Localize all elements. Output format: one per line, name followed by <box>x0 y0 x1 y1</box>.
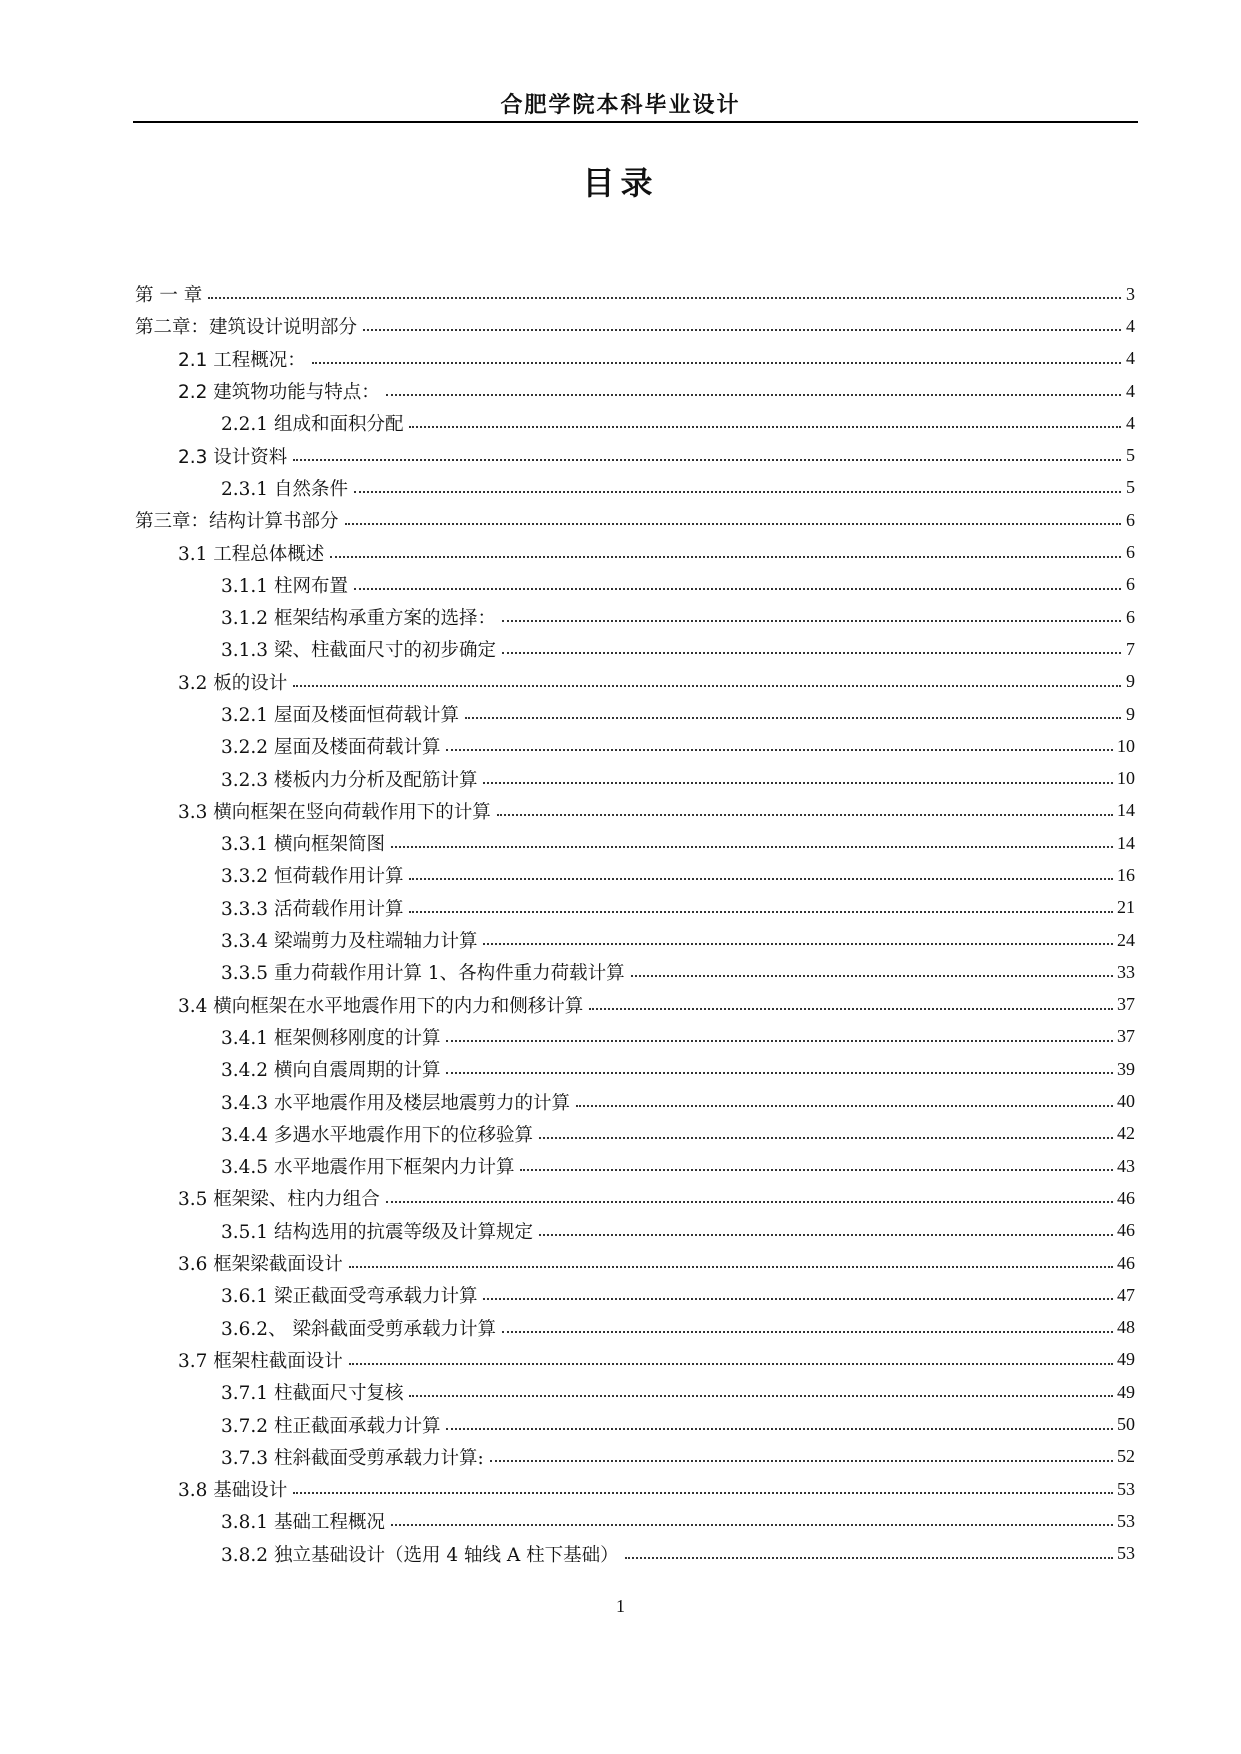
toc-entry[interactable] <box>135 278 1135 310</box>
toc-dot-leader <box>345 523 1121 525</box>
toc-entry[interactable] <box>135 1505 1135 1537</box>
toc-entry-label: 3.5.1 结构选用的抗震等级及计算规定 <box>221 1221 533 1243</box>
toc-entry[interactable] <box>135 1215 1135 1247</box>
toc-entry[interactable] <box>135 536 1135 568</box>
toc-entry-page: 47 <box>1117 1284 1135 1305</box>
toc-entry-label: 2.3.1 自然条件 <box>221 478 348 500</box>
toc-entry-label: 3.6.1 梁正截面受弯承载力计算 <box>221 1286 478 1308</box>
toc-entry-page: 50 <box>1117 1414 1135 1435</box>
toc-dot-leader <box>349 1266 1113 1268</box>
toc-dot-leader <box>539 1137 1113 1139</box>
toc-entry[interactable] <box>135 1441 1135 1473</box>
toc-entry[interactable] <box>135 956 1135 988</box>
toc-entry-label: 第三章：结构计算书部分 <box>135 511 339 533</box>
toc-entry-page: 6 <box>1126 509 1135 530</box>
toc-dot-leader <box>483 943 1113 945</box>
toc-entry[interactable] <box>135 1473 1135 1505</box>
toc-dot-leader <box>293 459 1121 461</box>
toc-entry-label: 第二章：建筑设计说明部分 <box>135 317 358 339</box>
toc-entry-label: 3.2.3 楼板内力分析及配筋计算 <box>221 769 478 791</box>
toc-entry[interactable] <box>135 343 1135 375</box>
toc-dot-leader <box>490 1460 1113 1462</box>
toc-dot-leader <box>363 329 1121 331</box>
toc-entry[interactable] <box>135 1053 1135 1085</box>
toc-entry-page: 6 <box>1126 542 1135 563</box>
toc-entry-page: 4 <box>1126 380 1135 401</box>
toc-entry[interactable] <box>135 472 1135 504</box>
toc-entry[interactable] <box>135 1279 1135 1311</box>
toc-entry[interactable] <box>135 859 1135 891</box>
toc-dot-leader <box>391 846 1113 848</box>
toc-entry-page: 14 <box>1117 800 1135 821</box>
toc-entry-page: 24 <box>1117 929 1135 950</box>
toc-entry-label: 3.7 框架柱截面设计 <box>178 1350 343 1372</box>
toc-entry[interactable] <box>135 375 1135 407</box>
toc-dot-leader <box>589 1008 1113 1010</box>
toc-entry-page: 4 <box>1126 315 1135 336</box>
toc-dot-leader <box>539 1234 1113 1236</box>
toc-dot-leader <box>208 297 1121 299</box>
toc-entry-page: 48 <box>1117 1317 1135 1338</box>
page-number: 1 <box>616 1596 625 1616</box>
toc-entry-page: 53 <box>1117 1510 1135 1531</box>
toc-dot-leader <box>391 1524 1113 1526</box>
toc-entry[interactable] <box>135 989 1135 1021</box>
toc-entry-label: 3.6 框架梁截面设计 <box>178 1254 343 1276</box>
toc-entry[interactable] <box>135 1085 1135 1117</box>
toc-entry[interactable] <box>135 504 1135 536</box>
toc-dot-leader <box>446 749 1113 751</box>
toc-dot-leader <box>409 426 1121 428</box>
toc-entry-label: 3.6.2、 梁斜截面受剪承载力计算 <box>221 1318 496 1340</box>
toc-dot-leader <box>446 1072 1113 1074</box>
toc-entry-label: 3.1.2 框架结构承重方案的选择： <box>221 608 496 630</box>
toc-entry[interactable] <box>135 1182 1135 1214</box>
toc-dot-leader <box>446 1040 1113 1042</box>
toc-entry[interactable] <box>135 407 1135 439</box>
toc-entry[interactable] <box>135 1408 1135 1440</box>
table-of-contents <box>135 278 1135 1570</box>
toc-entry[interactable] <box>135 1376 1135 1408</box>
toc-dot-leader <box>465 717 1121 719</box>
toc-entry-label: 3.4.1 框架侧移刚度的计算 <box>221 1027 441 1049</box>
toc-entry-page: 53 <box>1117 1543 1135 1564</box>
toc-entry-label: 第 一 章 <box>135 285 203 307</box>
toc-entry-label: 3.5 框架梁、柱内力组合 <box>178 1189 380 1211</box>
toc-entry-label: 2.2.1 组成和面积分配 <box>221 414 404 436</box>
toc-entry[interactable] <box>135 762 1135 794</box>
toc-entry-label: 3.2.1 屋面及楼面恒荷载计算 <box>221 705 459 726</box>
toc-entry[interactable] <box>135 827 1135 859</box>
page-header-title: 合肥学院本科毕业设计 <box>500 93 741 118</box>
toc-entry-label: 3.2 板的设计 <box>178 672 288 694</box>
toc-entry[interactable] <box>135 1118 1135 1150</box>
toc-dot-leader <box>312 362 1121 364</box>
toc-dot-leader <box>446 1428 1113 1430</box>
toc-entry[interactable] <box>135 924 1135 956</box>
toc-entry[interactable] <box>135 601 1135 633</box>
toc-dot-leader <box>386 1201 1113 1203</box>
toc-entry-label: 3.2.2 屋面及楼面荷载计算 <box>221 737 441 759</box>
toc-dot-leader <box>293 685 1121 687</box>
toc-entry[interactable] <box>135 1021 1135 1053</box>
toc-title: 目录 <box>582 164 659 202</box>
toc-dot-leader <box>330 556 1121 558</box>
toc-dot-leader <box>576 1105 1113 1107</box>
toc-entry-page: 37 <box>1117 994 1135 1015</box>
toc-entry-page: 10 <box>1117 768 1135 789</box>
toc-entry-page: 10 <box>1117 735 1135 756</box>
toc-entry-label: 3.4.2 横向自震周期的计算 <box>221 1060 441 1082</box>
toc-entry-page: 49 <box>1117 1381 1135 1402</box>
toc-entry-label: 2.2 建筑物功能与特点： <box>178 382 380 404</box>
toc-dot-leader <box>625 1557 1113 1559</box>
toc-entry-page: 9 <box>1126 671 1135 692</box>
toc-entry[interactable] <box>135 569 1135 601</box>
toc-dot-leader <box>409 911 1113 913</box>
toc-entry-page: 37 <box>1117 1026 1135 1047</box>
toc-entry-page: 39 <box>1117 1058 1135 1079</box>
toc-entry-page: 3 <box>1126 283 1135 304</box>
toc-entry[interactable] <box>135 1150 1135 1182</box>
toc-dot-leader <box>497 814 1113 816</box>
toc-entry-label: 3.8 基础设计 <box>178 1480 288 1502</box>
toc-entry-page: 21 <box>1117 897 1135 918</box>
toc-entry-label: 3.4.4 多遇水平地震作用下的位移验算 <box>221 1124 533 1146</box>
toc-entry-page: 43 <box>1117 1155 1135 1176</box>
toc-entry-label: 3.8.2 独立基础设计（选用 4 轴线 A 柱下基础） <box>221 1544 619 1566</box>
toc-entry-page: 14 <box>1117 832 1135 853</box>
toc-entry-label: 3.4.3 水平地震作用及楼层地震剪力的计算 <box>221 1092 570 1114</box>
toc-entry[interactable] <box>135 666 1135 698</box>
toc-entry[interactable] <box>135 892 1135 924</box>
toc-dot-leader <box>409 878 1113 880</box>
toc-entry-page: 9 <box>1126 703 1135 724</box>
toc-entry[interactable] <box>135 310 1135 342</box>
toc-dot-leader <box>502 1331 1113 1333</box>
toc-dot-leader <box>386 394 1121 396</box>
toc-entry-page: 4 <box>1126 348 1135 369</box>
toc-entry-label: 3.3.3 活荷载作用计算 <box>221 898 404 920</box>
toc-dot-leader <box>349 1363 1113 1365</box>
toc-entry-label: 3.3.1 横向框架简图 <box>221 834 385 856</box>
toc-entry-label: 3.7.2 柱正截面承载力计算 <box>221 1415 441 1437</box>
toc-entry-label: 3.3 横向框架在竖向荷载作用下的计算 <box>178 801 491 823</box>
toc-entry[interactable] <box>135 1247 1135 1279</box>
toc-dot-leader <box>520 1169 1113 1171</box>
toc-entry-page: 4 <box>1126 412 1135 433</box>
toc-dot-leader <box>483 782 1113 784</box>
toc-entry-page: 33 <box>1117 961 1135 982</box>
toc-entry[interactable] <box>135 633 1135 665</box>
toc-dot-leader <box>293 1492 1113 1494</box>
toc-entry-page: 5 <box>1126 445 1135 466</box>
toc-entry-page: 46 <box>1117 1220 1135 1241</box>
toc-entry-label: 3.4.5 水平地震作用下框架内力计算 <box>221 1157 515 1179</box>
toc-entry-page: 42 <box>1117 1123 1135 1144</box>
toc-entry[interactable] <box>135 1538 1135 1570</box>
toc-entry[interactable] <box>135 1312 1135 1344</box>
toc-entry[interactable] <box>135 1344 1135 1376</box>
toc-dot-leader <box>409 1395 1113 1397</box>
toc-dot-leader <box>354 491 1121 493</box>
toc-entry-page: 16 <box>1117 864 1135 885</box>
toc-entry-page: 40 <box>1117 1091 1135 1112</box>
toc-entry-page: 52 <box>1117 1446 1135 1467</box>
toc-entry[interactable] <box>135 439 1135 471</box>
toc-entry-label: 3.4 横向框架在水平地震作用下的内力和侧移计算 <box>178 995 584 1017</box>
toc-dot-leader <box>354 588 1121 590</box>
toc-entry-page: 5 <box>1126 477 1135 498</box>
toc-entry-label: 3.1.1 柱网布置 <box>221 575 348 597</box>
toc-entry-page: 6 <box>1126 574 1135 595</box>
toc-dot-leader <box>631 975 1113 977</box>
toc-entry-label: 2.3 设计资料 <box>178 446 288 468</box>
toc-entry-page: 53 <box>1117 1478 1135 1499</box>
toc-dot-leader <box>502 620 1121 622</box>
toc-entry-label: 3.1 工程总体概述 <box>178 543 325 565</box>
toc-dot-leader <box>483 1298 1113 1300</box>
toc-entry-label: 3.3.5 重力荷载作用计算 1、各构件重力荷载计算 <box>221 963 625 985</box>
toc-entry-page: 7 <box>1126 638 1135 659</box>
toc-entry-label: 3.3.4 梁端剪力及柱端轴力计算 <box>221 931 478 953</box>
toc-dot-leader <box>502 652 1121 654</box>
toc-entry[interactable] <box>135 730 1135 762</box>
toc-entry-page: 6 <box>1126 606 1135 627</box>
toc-entry-label: 3.7.3 柱斜截面受剪承载力计算: <box>221 1447 484 1469</box>
toc-entry-label: 3.1.3 梁、柱截面尺寸的初步确定 <box>221 640 496 662</box>
toc-entry-label: 2.1 工程概况： <box>178 349 306 371</box>
toc-entry-label: 3.3.2 恒荷载作用计算 <box>221 866 404 888</box>
header-rule <box>133 121 1138 123</box>
toc-entry-page: 46 <box>1117 1252 1135 1273</box>
toc-entry-page: 46 <box>1117 1187 1135 1208</box>
toc-entry-page: 49 <box>1117 1349 1135 1370</box>
toc-entry-label: 3.8.1 基础工程概况 <box>221 1512 385 1534</box>
toc-entry[interactable] <box>135 795 1135 827</box>
toc-entry-label: 3.7.1 柱截面尺寸复核 <box>221 1383 404 1405</box>
toc-entry[interactable] <box>135 698 1135 730</box>
